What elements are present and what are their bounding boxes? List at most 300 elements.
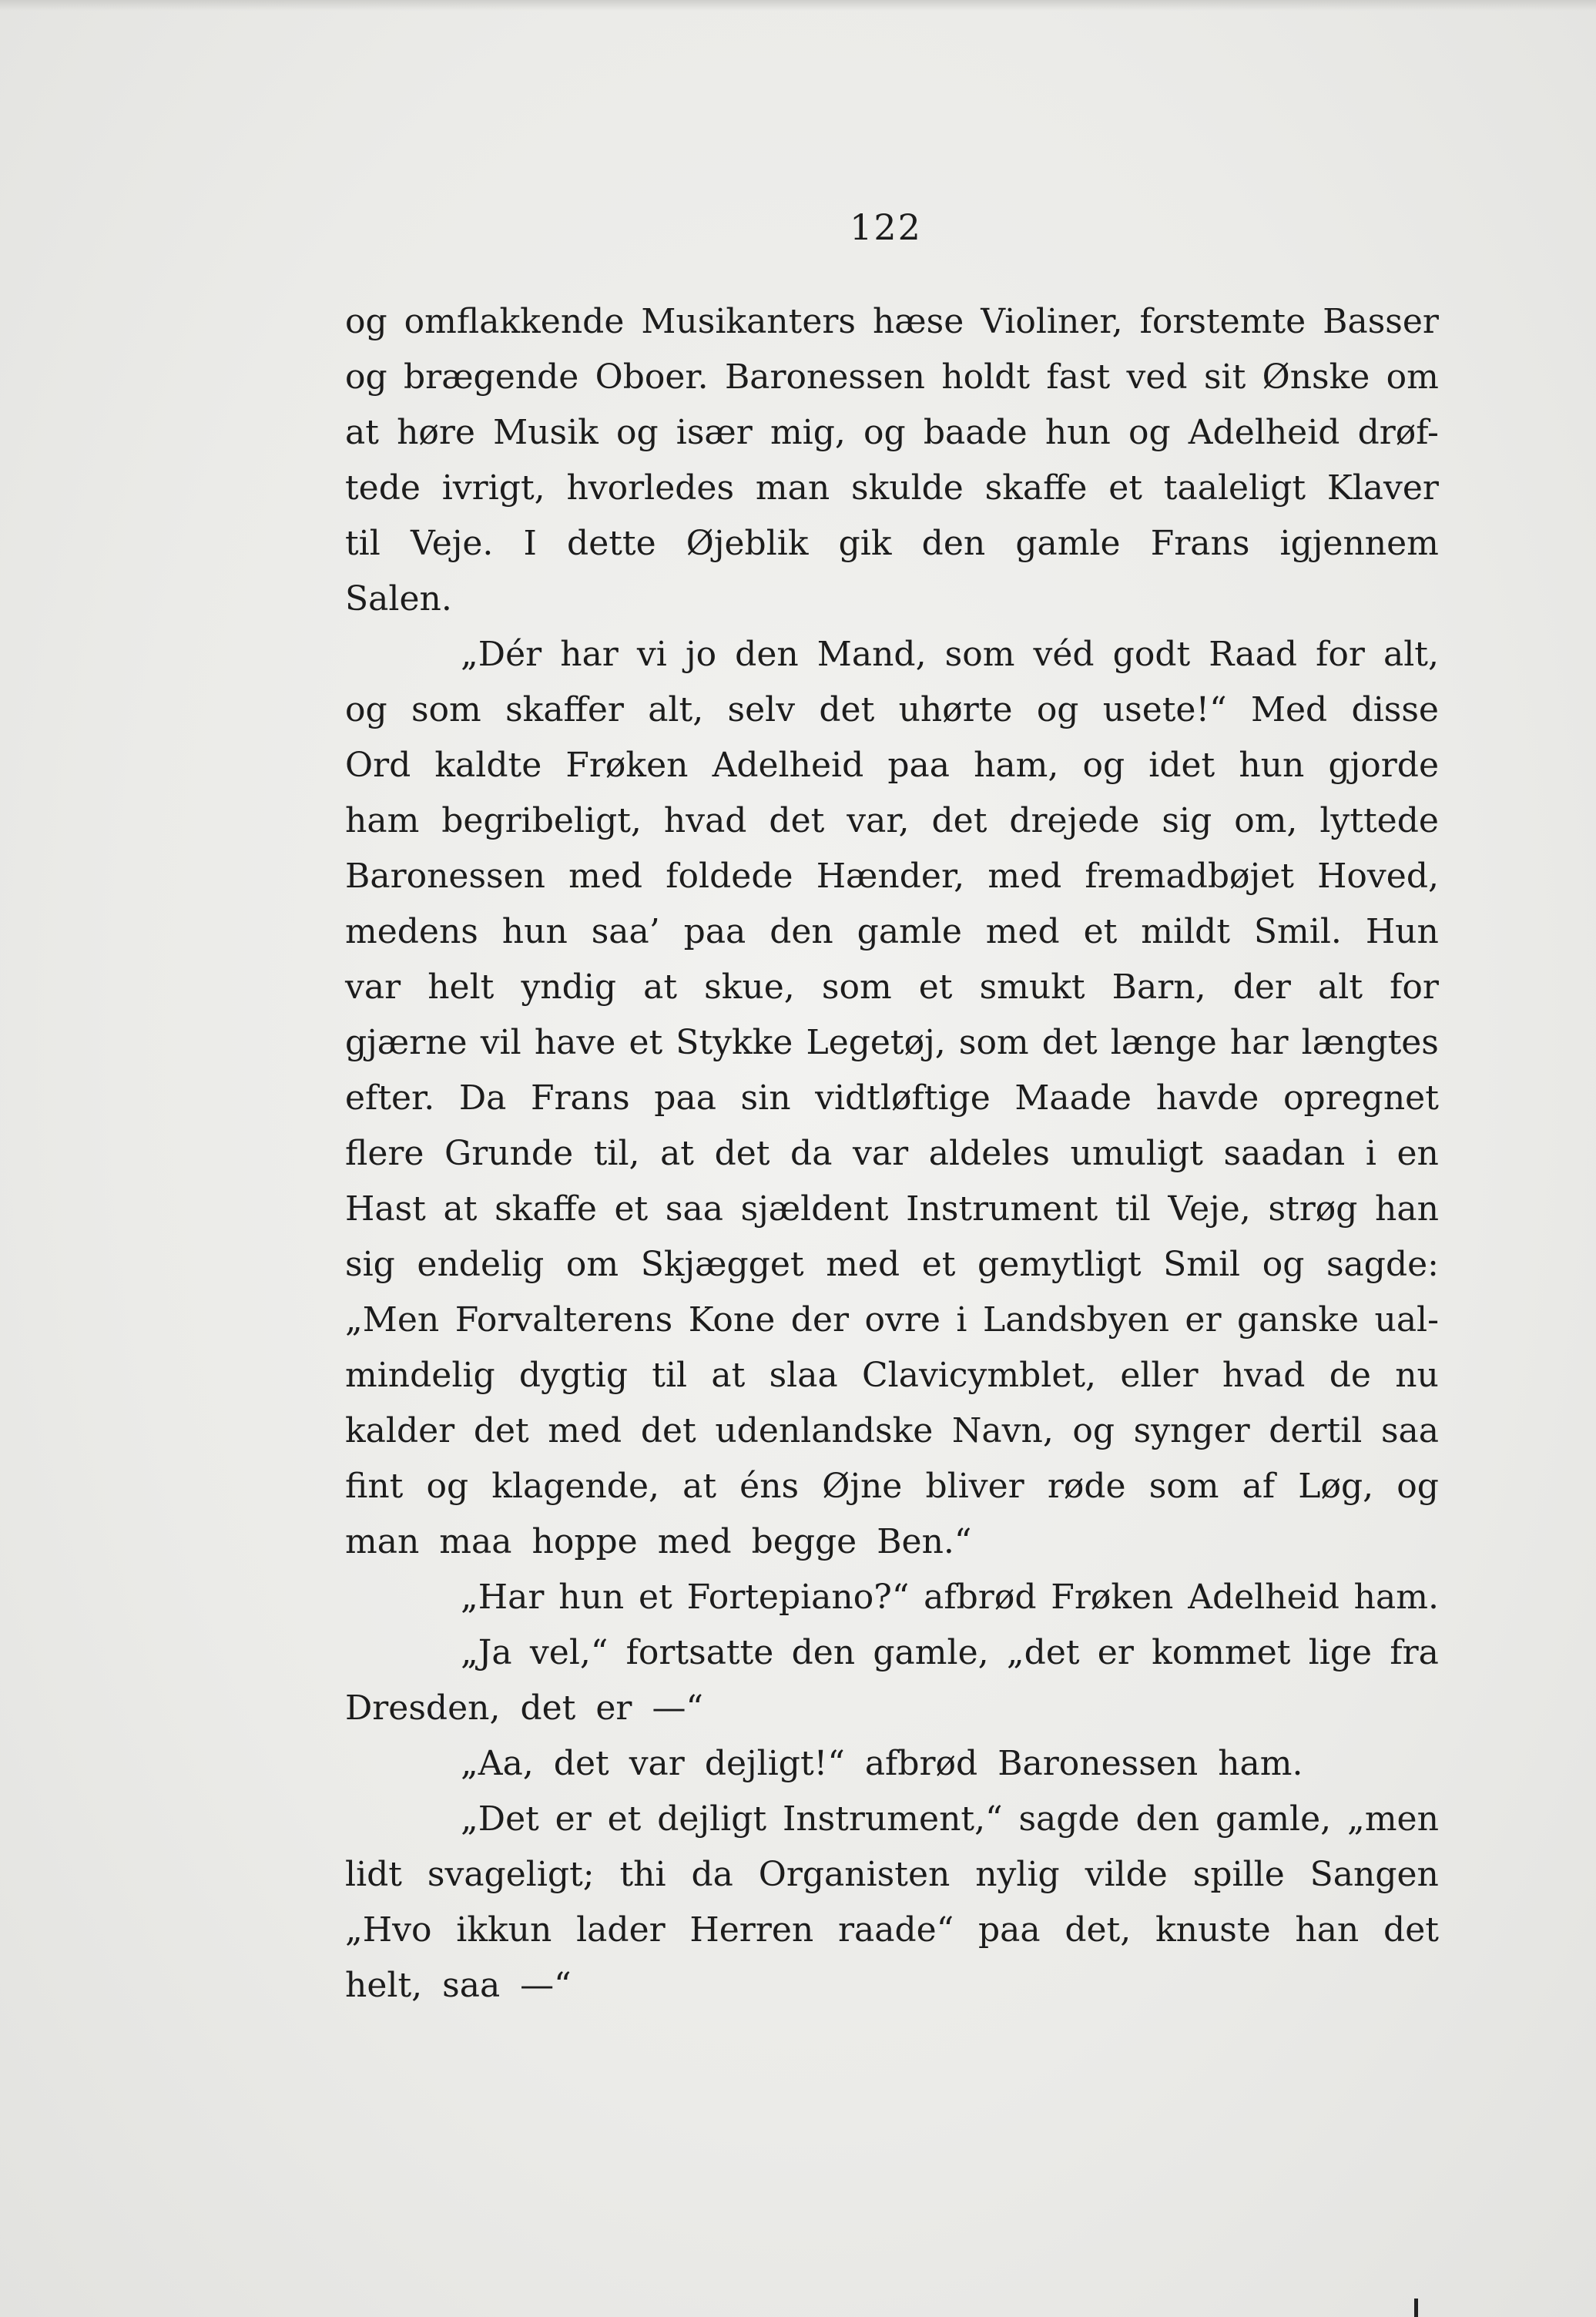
word: Da (458, 1078, 507, 1118)
word: Landsbyen (982, 1300, 1169, 1340)
text-line (345, 1071, 1439, 1126)
word: mindelig (345, 1356, 495, 1395)
text-line (345, 1625, 1439, 1681)
text-line (345, 1570, 1439, 1625)
word: aldeles (928, 1134, 1050, 1173)
word: Smil (1163, 1245, 1241, 1284)
word: Kone (688, 1300, 776, 1340)
word: „Men (345, 1300, 440, 1340)
word: har (1229, 1023, 1289, 1062)
word: vi (636, 635, 667, 674)
word: sin (740, 1078, 791, 1118)
text-line (345, 1459, 1439, 1514)
word: Maade (1014, 1078, 1132, 1118)
word: Hænder, (816, 857, 965, 896)
word: afbrød (864, 1744, 978, 1783)
text-line (345, 1126, 1439, 1182)
text-line (345, 1792, 1439, 1847)
word: fremadbøjet (1085, 857, 1294, 896)
text-line (345, 1958, 1439, 2014)
word: til (652, 1356, 688, 1395)
word: Frøken (1051, 1578, 1174, 1617)
word: paa (654, 1078, 716, 1118)
word: er (1097, 1633, 1134, 1672)
word: med (826, 1245, 900, 1284)
word: Adelheid (712, 746, 864, 785)
word: sjældent (740, 1189, 889, 1229)
word: og (1082, 746, 1125, 785)
word: umuligt (1070, 1134, 1203, 1173)
word: Instrument,“ (782, 1799, 1003, 1839)
word: og (345, 357, 387, 397)
word: „det (1006, 1633, 1080, 1672)
word: der (1232, 967, 1291, 1007)
word: dygtig (518, 1356, 629, 1395)
word: „Aa, (461, 1744, 534, 1783)
word: mildt (1141, 912, 1230, 951)
word: af (1242, 1467, 1276, 1506)
word: er (1185, 1300, 1222, 1340)
word: Salen. (345, 579, 452, 619)
word: dejligt!“ (704, 1744, 845, 1783)
text-line (345, 350, 1439, 405)
word: har (560, 635, 619, 674)
word: Øjeblik (686, 524, 809, 563)
word: da (790, 1134, 833, 1173)
word: alt, (648, 690, 704, 729)
text-line (345, 627, 1439, 682)
word: efter. (345, 1078, 435, 1118)
word: synger (1133, 1411, 1250, 1450)
word: Hast (345, 1189, 426, 1229)
word: brægende (404, 357, 579, 397)
word: er (595, 1688, 632, 1728)
word: mig, (770, 413, 846, 452)
word: hvad (1222, 1356, 1306, 1395)
word: Basser (1323, 302, 1439, 341)
word: høre (397, 413, 475, 452)
word: og (863, 413, 906, 452)
word: og (1128, 413, 1171, 452)
word: til, (593, 1134, 640, 1173)
word: Musik (493, 413, 598, 452)
word: hvad (663, 801, 747, 840)
word: og (1396, 1467, 1439, 1506)
word: paa (977, 1910, 1041, 1950)
word: det (640, 1411, 696, 1450)
word: Organisten (758, 1855, 951, 1894)
word: den (1135, 1799, 1200, 1839)
word: man (345, 1522, 420, 1561)
word: fortsatte (625, 1633, 774, 1672)
word: Clavicymblet, (861, 1356, 1097, 1395)
word: lidt (345, 1855, 402, 1894)
word: og (1262, 1245, 1305, 1284)
word: i (956, 1300, 967, 1340)
word: usete!“ (1102, 690, 1227, 729)
word: gik (838, 524, 892, 563)
word: hoppe (531, 1522, 638, 1561)
word: alt, (1383, 635, 1439, 674)
word: det (520, 1688, 576, 1728)
word: og (426, 1467, 469, 1506)
word: forstemte (1139, 302, 1306, 341)
text-line (345, 1681, 1439, 1736)
word: ikkun (456, 1910, 552, 1950)
word: med (568, 857, 643, 896)
word: som (958, 1023, 1029, 1062)
word: et (629, 1023, 663, 1062)
word: helt (428, 967, 495, 1007)
word: Klaver (1326, 468, 1439, 508)
word: —“ (520, 1966, 572, 2005)
word: Instrument (906, 1189, 1098, 1229)
word: et (918, 967, 953, 1007)
word: hun (501, 912, 568, 951)
word: hvorledes (566, 468, 735, 508)
word: med (548, 1411, 622, 1450)
word: hun (558, 1578, 625, 1617)
word: Baronessen (345, 857, 546, 896)
word: skaffe (495, 1189, 597, 1229)
word: for (1316, 635, 1365, 674)
word: var (853, 1134, 909, 1173)
word: ham, (974, 746, 1059, 785)
word: selv (727, 690, 796, 729)
word: Veje, (1168, 1189, 1251, 1229)
text-line (345, 960, 1439, 1015)
word: Smil. (1253, 912, 1342, 951)
word: Violiner, (981, 302, 1123, 341)
text-line (345, 461, 1439, 516)
word: det (819, 690, 875, 729)
word: med (985, 912, 1060, 951)
word: véd (1033, 635, 1095, 674)
word: „men (1347, 1799, 1439, 1839)
word: holdt (941, 357, 1031, 397)
word: Stykke (676, 1023, 793, 1062)
word: saa’ (591, 912, 660, 951)
word: gamle, (873, 1633, 989, 1672)
word: vidtløftige (815, 1078, 991, 1118)
word: Hun (1365, 912, 1439, 951)
word: den (791, 1633, 856, 1672)
word: I (523, 524, 537, 563)
word: ham. (1353, 1578, 1439, 1617)
word: skulde (850, 468, 964, 508)
word: gjærne (345, 1023, 468, 1062)
word: gemytligt (977, 1245, 1142, 1284)
text-line (345, 572, 1439, 627)
text-line (345, 1847, 1439, 1903)
word: gamle (857, 912, 962, 951)
word: saa (665, 1189, 723, 1229)
word: endelig (417, 1245, 545, 1284)
word: Ben.“ (877, 1522, 972, 1561)
word: uhørte (898, 690, 1013, 729)
word: „Har (461, 1578, 545, 1617)
word: og (1036, 690, 1079, 729)
text-line (345, 405, 1439, 461)
word: ved (1126, 357, 1188, 397)
word: et (1108, 468, 1142, 508)
word: Løg, (1298, 1467, 1374, 1506)
word: „Det (461, 1799, 539, 1839)
word: Veje. (410, 524, 494, 563)
text-line (345, 738, 1439, 793)
word: vilde (1085, 1855, 1168, 1894)
word: lader (576, 1910, 666, 1950)
word: Barn, (1112, 967, 1206, 1007)
word: bliver (925, 1467, 1024, 1506)
word: taaleligt (1163, 468, 1306, 508)
word: alt (1318, 967, 1363, 1007)
word: medens (345, 912, 478, 951)
word: det (473, 1411, 529, 1450)
word: strøg (1268, 1189, 1358, 1229)
word: Raad (1209, 635, 1298, 674)
word: det (1041, 1023, 1098, 1062)
word: gamle, (1215, 1799, 1332, 1839)
word: Ønske (1262, 357, 1370, 397)
word: —“ (652, 1688, 703, 1728)
word: og (615, 413, 659, 452)
word: et (639, 1578, 672, 1617)
word: Hoved, (1317, 857, 1439, 896)
word: som (411, 690, 481, 729)
word: sig (345, 1245, 395, 1284)
word: han (1295, 1910, 1360, 1950)
word: nylig (975, 1855, 1060, 1894)
word: det (931, 801, 987, 840)
word: ham (345, 801, 420, 840)
word: jo (685, 635, 717, 674)
word: Herren (689, 1910, 814, 1950)
word: ivrigt, (441, 468, 545, 508)
word: ovre (864, 1300, 940, 1340)
word: hun (1239, 746, 1305, 785)
word: Baronessen (998, 1744, 1199, 1783)
word: det (769, 801, 825, 840)
word: saa (1380, 1411, 1439, 1450)
word: Adelheid (1188, 1578, 1340, 1617)
word: omflakkende (404, 302, 625, 341)
word: paa (887, 746, 950, 785)
text-line (345, 1903, 1439, 1958)
word: dette (567, 524, 656, 563)
word: Skjægget (640, 1245, 804, 1284)
word: at (443, 1189, 478, 1229)
word: om (1386, 357, 1439, 397)
word: til (345, 524, 381, 563)
word: éns (739, 1467, 800, 1506)
word: det (714, 1134, 770, 1173)
word: med (657, 1522, 732, 1561)
word: at (643, 967, 678, 1007)
word: de (1329, 1356, 1371, 1395)
text-line (345, 1348, 1439, 1403)
word: skaffe (984, 468, 1088, 508)
word: i (1365, 1134, 1376, 1173)
word: „Hvo (345, 1910, 432, 1950)
word: var (345, 967, 401, 1007)
word: Med (1250, 690, 1328, 729)
word: raade“ (838, 1910, 954, 1950)
word: han (1375, 1189, 1439, 1229)
word: sagde: (1326, 1245, 1439, 1284)
word: paa (683, 912, 746, 951)
word: hæse (872, 302, 964, 341)
word: igjennem (1279, 524, 1439, 563)
word: udenlandske (715, 1411, 934, 1450)
word: havde (1155, 1078, 1259, 1118)
word: „Ja (461, 1633, 512, 1672)
word: Fortepiano?“ (686, 1578, 910, 1617)
word: skaffer (505, 690, 624, 729)
text-line (345, 1514, 1439, 1570)
word: lige (1308, 1633, 1373, 1672)
word: drejede (1009, 801, 1140, 840)
word: flere (345, 1134, 424, 1173)
word: til (1115, 1189, 1151, 1229)
word: slaa (769, 1356, 838, 1395)
word: det, (1065, 1910, 1132, 1950)
word: Frøken (565, 746, 689, 785)
scan-top-edge (0, 0, 1596, 11)
word: drøf- (1357, 413, 1439, 452)
word: vel,“ (529, 1633, 609, 1672)
word: godt (1112, 635, 1191, 674)
text-line (345, 1237, 1439, 1293)
word: man (755, 468, 830, 508)
word: som (1148, 1467, 1219, 1506)
text-line (345, 904, 1439, 960)
word: tede (345, 468, 421, 508)
word: da (691, 1855, 733, 1894)
word: røde (1047, 1467, 1126, 1506)
scan-corner-mark (1414, 2299, 1418, 2317)
word: thi (619, 1855, 666, 1894)
word: ual- (1374, 1300, 1439, 1340)
word: afbrød (924, 1578, 1037, 1617)
word: Mand, (816, 635, 927, 674)
word: især (676, 413, 753, 452)
word: idet (1148, 746, 1215, 785)
word: „Dér (461, 635, 542, 674)
word: maa (439, 1522, 512, 1561)
body-text (345, 294, 1439, 2014)
word: et (1083, 912, 1118, 951)
word: for (1390, 967, 1439, 1007)
word: dejligt (657, 1799, 767, 1839)
word: længtes (1301, 1023, 1439, 1062)
word: helt, (345, 1966, 423, 2005)
word: og (345, 302, 387, 341)
word: ham. (1218, 1744, 1303, 1783)
word: Dresden, (345, 1688, 501, 1728)
word: opregnet (1282, 1078, 1439, 1118)
text-line (345, 793, 1439, 849)
word: foldede (666, 857, 793, 896)
word: en (1396, 1134, 1439, 1173)
word: kaldte (434, 746, 542, 785)
word: med (987, 857, 1062, 896)
word: vil (480, 1023, 521, 1062)
word: saadan (1223, 1134, 1346, 1173)
word: hun (1044, 413, 1111, 452)
text-line (345, 1736, 1439, 1792)
word: Baronessen (724, 357, 925, 397)
word: om, (1234, 801, 1298, 840)
word: der (790, 1300, 850, 1340)
word: kalder (345, 1411, 455, 1450)
word: eller (1120, 1356, 1199, 1395)
text-line (345, 294, 1439, 350)
word: at (660, 1134, 694, 1173)
word: den (735, 635, 799, 674)
word: have (534, 1023, 616, 1062)
word: ganske (1236, 1300, 1359, 1340)
word: at (711, 1356, 746, 1395)
word: begge (751, 1522, 857, 1561)
word: sagde (1018, 1799, 1120, 1839)
word: gjorde (1328, 746, 1439, 785)
word: Forvalterens (454, 1300, 673, 1340)
word: er (555, 1799, 592, 1839)
word: disse (1351, 690, 1439, 729)
word: Musikanters (641, 302, 856, 341)
word: Sangen (1309, 1855, 1439, 1894)
word: fra (1390, 1633, 1439, 1672)
word: Legetøj, (806, 1023, 946, 1062)
word: som (944, 635, 1015, 674)
word: fast (1046, 357, 1111, 397)
word: begribeligt, (441, 801, 642, 840)
word: dertil (1269, 1411, 1363, 1450)
word: det (553, 1744, 609, 1783)
word: baade (923, 413, 1028, 452)
word: yndig (521, 967, 617, 1007)
word: klagende, (491, 1467, 659, 1506)
word: Øjne (822, 1467, 903, 1506)
text-line (345, 849, 1439, 904)
word: et (607, 1799, 642, 1839)
word: den (921, 524, 986, 563)
word: Frans (530, 1078, 630, 1118)
word: saa (442, 1966, 501, 2005)
word: svageligt; (427, 1855, 595, 1894)
word: et (614, 1189, 649, 1229)
word: et (921, 1245, 956, 1284)
word: skue, (704, 967, 795, 1007)
word: Oboer. (595, 357, 709, 397)
word: gamle (1015, 524, 1121, 563)
word: sig (1162, 801, 1212, 840)
word: smukt (979, 967, 1085, 1007)
word: som (821, 967, 892, 1007)
word: fint (345, 1467, 404, 1506)
text-line (345, 516, 1439, 572)
word: Frans (1150, 524, 1250, 563)
text-line (345, 1293, 1439, 1348)
word: sit (1203, 357, 1246, 397)
word: Adelheid (1188, 413, 1340, 452)
word: den (770, 912, 833, 951)
word: at (682, 1467, 717, 1506)
word: Ord (345, 746, 411, 785)
word: og (1072, 1411, 1115, 1450)
word: var (629, 1744, 685, 1783)
